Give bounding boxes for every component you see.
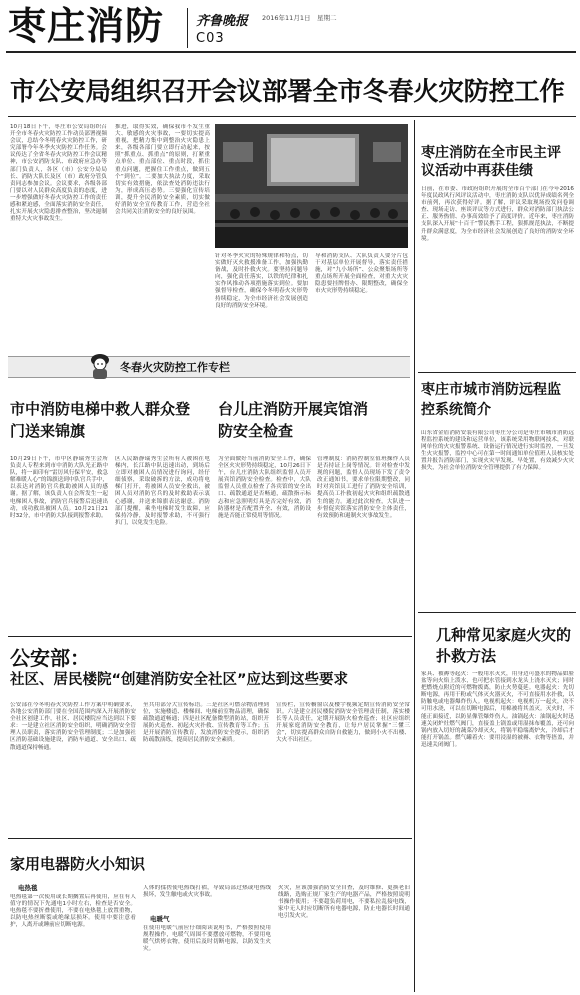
masthead-divider-vertical xyxy=(187,8,188,48)
column-banner xyxy=(8,356,410,378)
sidebar-divider xyxy=(414,120,415,992)
hotel-headline: 台儿庄消防开展宾馆消防安全检查 xyxy=(218,400,369,440)
community-column-3: 宣传栏，宣传橱窗以及楼宇视频定期宣传消防安全常识。六是建立居民楼院消防安全管理责任制，落实楼长等人员责任，定期开展防火检查巡查；社区应组织开展家庭消防安全教育，让每户居民掌握“三懂三会”，切实提高群众自防自救能力，做到小火不出楼、大火不出社区。 xyxy=(276,702,410,744)
appliance-subhead-1: 电热毯 xyxy=(18,884,38,892)
sidebar-bottom-headline: 几种常见家庭火灾的扑救方法 xyxy=(436,626,572,665)
appliance-subhead-2: 电暖气 xyxy=(150,915,170,923)
appliance-column-1: 电热毯第一次使用或长期搁置后再使用，应在有人值守的情况下先通电1小时左右，检查是否安全。电热毯不要折叠使用，不要在电热毯上放置重物，以防电热丝断裂或绝缘层损坏。使用中要注意看护，人离开或睡前应切断电源。 xyxy=(10,894,136,929)
sidebar-rule-2 xyxy=(418,612,576,613)
lead-column-3: 针对冬季火灾的特殊规律和特点，切实做好灭火救援准备工作，加强执勤备战，及时扑救火灾。要坚持问题导向，强化责任落实，以铁的纪律和扎实作风推动各项措施落实到位。要加强督导检查，确保今冬明春火灾形势持续稳定，为全市经济社会发展创造良好的消防安全环境。 xyxy=(215,253,308,309)
appliance-headline: 家用电器防火小知识 xyxy=(10,855,146,873)
firefighter-mascot-icon xyxy=(86,351,114,381)
paper-name: 齐鲁晚报 xyxy=(196,14,249,29)
sidebar-mid-headline: 枣庄市城市消防远程监控系统简介 xyxy=(421,382,561,418)
hotel-column-1: 为全面做好当前消防安全工作，确保全区火灾形势持续稳定，10月26日下午，台儿庄消防大队组织监督人员开展宾馆消防安全检查。检查中，大队监督人员重点检查了各宾馆的安全出口、疏散通道是否畅通，疏散指示标志和应急照明灯具是否完好有效，消防器材是否配置齐全、有效，消防设施是否能正常使用等情况。 xyxy=(218,456,311,519)
mid-divider xyxy=(8,636,412,637)
lead-column-4: 导和消防支队、大队负责人要分片包干对基层单位开展督导，落实责任措施，对“九小场所”、公众聚集场所等重点场所开展全面检查，对重大火灾隐患要挂牌督办、限期整改，确保全市火灾形势持续稳定。 xyxy=(315,253,408,295)
appliance-column-2b: 在使用电暖气前应仔细阅读说明书，严格按照使用规程操作，电暖气周围不要摆放可燃物，不要用电暖气烘烤衣物，使用后及时切断电源，以防发生火灾。 xyxy=(143,925,271,953)
issue-date: 2016年11月1日 星期二 xyxy=(262,14,337,22)
banner-title: 冬春火灾防控工作专栏 xyxy=(120,361,230,374)
hotel-column-2: 管理制度：消防控制室值班操作人员是否持证上岗等情况。针对检查中发现的问题，监督人员现场下发了责令改正通知书，要求单位限期整改，同时对宾馆员工进行了消防安全培训，提高员工扑救初起火灾和组织疏散逃生的能力。通过此次检查，大队进一步督促宾馆落实消防安全主体责任，有效预防和遏制火灾事故发生。 xyxy=(317,456,410,519)
appliance-column-2: 人体的揉搓使电热线打褶，导致局部过热或电热线损坏，发生触电或火灾事故。 xyxy=(143,885,271,899)
masthead-rule xyxy=(6,51,576,53)
community-column-2: 至共用部分大宣传标语。三是社区可燃杂物清理到位，实施楼道、楼梯间、电梯前室物品清理，确保疏散通道畅通；四是社区配备微型消防站，组织开展防火巡查、初起火灾扑救、宣传教育等工作；五是开展消防宣传教育，发放消防安全提示，组织消防疏散演练，提高居民消防安全素质。 xyxy=(143,702,269,744)
appliance-column-3: 火灾，应该加强消防安全自查，及时维修、更换老旧线路，选购正规厂家生产的电器产品，严格按照说明书操作使用；不要超负荷用电，不要私拉乱接电线，家中无人时应切断所有电器电源，防止电器长时间通电引发火灾。 xyxy=(278,885,410,920)
sidebar-rule-1 xyxy=(418,372,576,373)
meeting-photo xyxy=(215,124,408,248)
sidebar-mid-body: 山东省金盾消防安装有限公司枣庄分公司是枣庄市城市消防远程监控系统的建设和运营单位，该系统采用物联网技术，对联网单位的火灾报警系统、设备运行情况进行实时监控，一旦发生火灾报警，监控中心可在第一时间通知单位值班人员核实处置并报告消防部门，实现火灾早发现、早处置，有效减少火灾损失，为社会单位消防安全管理提供了有力保障。 xyxy=(421,430,574,472)
sidebar-bottom-body: 家具、被褥等起火：一般用水灭火，用身边可盛水的物品如脸盆等向火焰上泼水，也可把水管接到水龙头上浇水灭火；同时把燃烧点附近的可燃物拨离，防止火势蔓延。电器起火：先切断电源，再用干粉或气体灭火器灭火，不可直接用水扑救，以防触电或电器爆炸伤人。电视机起火：电视机万一起火，决不可用水浇，可以在切断电源后，用棉被将其盖灭。灭火时，不能正面接近，以防显像管爆炸伤人。油锅起火：油锅起火时迅速关闭炉灶燃气阀门，直接盖上锅盖或用湿抹布覆盖，还可向锅内放入切好的蔬菜冷却灭火，将锅平稳端离炉火，冷却后才能打开锅盖。燃气罐着火：要用浸湿的被褥、衣物等捂盖，并迅速关闭阀门。 xyxy=(421,671,574,748)
elevator-headline: 市中消防电梯中救人群众登门送来锦旗 xyxy=(10,400,191,440)
page-number: C03 xyxy=(196,31,225,46)
sidebar-top-headline: 枣庄消防在全市民主评议活动中再获佳绩 xyxy=(421,145,561,179)
elevator-column-1: 10月29日下午，市中区静瑞秀生会所负责人专程来到市中消防大队光正路中队，将一面印有“雷厉风行保平安，救急解难暖人心”的锦旗送到中队官兵手中，以表达对消防官兵救助被困人员的感谢。据了解，该负责人在会所发生一起电梯困人事故，消防官兵接警后迅速出动，成功救出被困人员。10月21日21时32分，市中消防大队接到报警求助。 xyxy=(10,456,108,519)
community-kicker: 公安部： xyxy=(10,646,90,670)
masthead xyxy=(0,0,580,54)
lead-column-2: 推进，取得实效，确保我市不发生重大、敏感的火灾事故，一要切实提高重视，把精力集中到整治火灾隐患上来，各级各部门要立即行动起来，按照“抓重点、抓重点”的原则，打紧重点单位、重点部位、重点时段，抓住重点问题，把握住工作重点，做到五个“到位”。二要加大执法力度，采取切实有效措施，依法查处消防违法行为，形成高压态势。三要强化宣传培训，提升全民消防安全素质，切实做好消防安全宣传教育工作，营造全社会共同关注消防安全的良好氛围。 xyxy=(115,124,210,216)
community-headline: 社区、居民楼院“创建消防安全社区”应达到这些要求 xyxy=(10,672,349,688)
community-column-1: 公安部在今冬明春火灾防控工作方案中明确要求，各地公安消防部门要在全国范围内深入开展消防安全社区创建工作，社区、居民楼院应当达到以下要求：一是建立社区消防安全组织，明确消防安全管理人员职责，落实消防安全管理制度；二是加强社区消防基础设施建设，消防车通道、安全出口、疏散通道保持畅通。 xyxy=(10,702,136,751)
elevator-column-2: 区人民路静瑞秀生会所有人被困在电梯内，长江路中队迅速出动，到场后立即对被困人员情况进行询问，经仔细侦察，采取破拆的方法，成功将电梯门打开，将被困人员安全救出，被困人员对消防官兵的及时救助表示衷心感谢，并送来锦旗表达谢意。消防部门提醒，乘坐电梯时发生故障，应保持冷静，及时报警求助，不可强行扒门，以免发生危险。 xyxy=(115,456,210,526)
section-title: 枣庄消防 xyxy=(8,4,165,48)
lead-headline: 市公安局组织召开会议部署全市冬春火灾防控工作 xyxy=(10,77,565,107)
lead-rule xyxy=(8,116,576,117)
lead-column-1: 10月18日下午，枣庄市公安局组织召开全市冬春火灾防控工作动员部署视频会议，总结今冬明春火灾防控工作，研究部署今年冬季火灾防控工作任务。会议传达了全省冬春火灾防控工作会议精神，市公安消防支队、市政府应急办等部门负责人，各区（市）公安分局局长、消防大队长及区（市）政府分管负责同志参加会议。会议要求，各级各部门要以对人民群众高度负责的态度，进一步增强做好冬春火灾防控工作的责任感和紧迫感，全面落实消防安全责任，扎实开展火灾隐患排查整治，坚决遏制重特大火灾事故发生。 xyxy=(10,124,107,223)
lower-divider xyxy=(8,838,412,839)
sidebar-top-body: 日前，在市委、市政府组织开展的全市百个部门在今年2016年度民政风行风评议活动中，枣庄消防支队以优异成绩名列全市前列，再次获得好评。据了解，评议采取现场投发问卷调查、现场走访、座谈评议等方式进行，群众对消防部门执法公正、服务热情、办事高效给予了高度评价。近年来，枣庄消防支队深入开展“十百千”警民携手工程，狠抓规范执法，不断提升群众满意度，为全市经济社会发展创造了良好的消防安全环境。 xyxy=(421,186,574,242)
